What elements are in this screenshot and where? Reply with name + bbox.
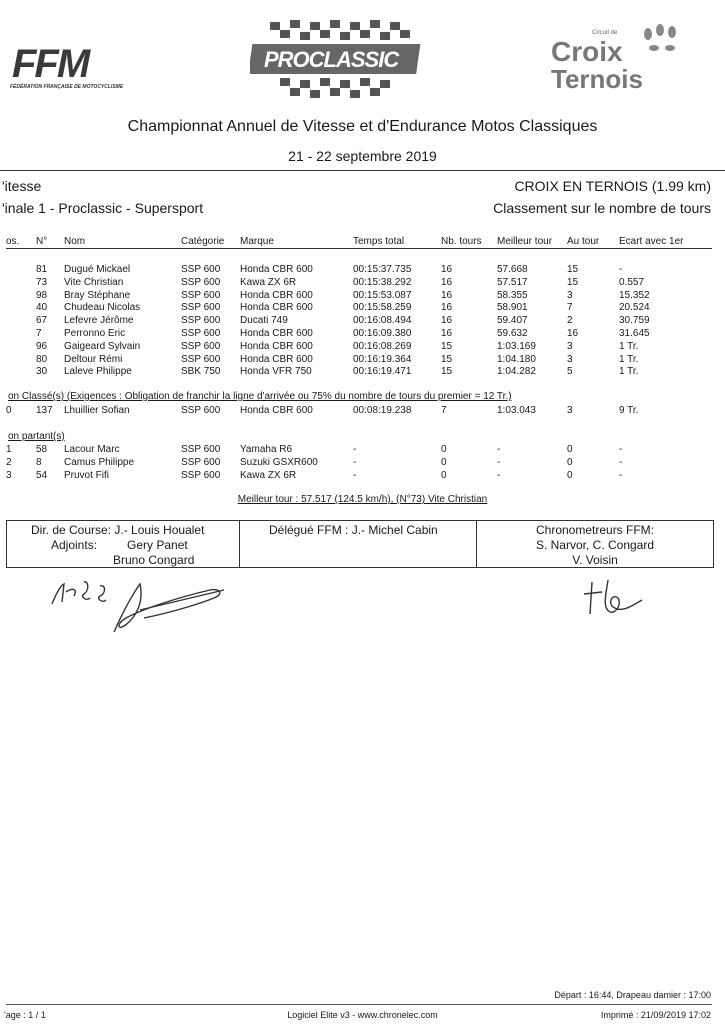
cell-gap: - [619, 264, 623, 275]
non-starters-heading: on partant(s) [8, 431, 65, 442]
race-category: 'itesse [2, 178, 42, 194]
director-signature [44, 574, 254, 636]
col-header-laps: Nb. tours [441, 236, 482, 247]
cell-brand: Honda CBR 600 [240, 264, 313, 275]
cell-laps: 7 [441, 405, 447, 416]
cell-category: SBK 750 [181, 366, 221, 378]
cell-category: SSP 600 [181, 328, 221, 339]
cell-pos: 2 [6, 456, 12, 468]
cell-name: Deltour Rémi [64, 353, 123, 365]
cell-brand: Yamaha R6 [240, 444, 293, 455]
cell-best-lap: - [497, 456, 501, 468]
cell-num: 67 [36, 315, 48, 327]
officials-divider-1 [239, 521, 240, 567]
cell-num: 54 [36, 469, 48, 481]
cell-num: 73 [36, 276, 48, 288]
cell-category: SSP 600 [181, 289, 221, 301]
cell-laps: 0 [441, 456, 447, 468]
cell-category: SSP 600 [181, 353, 221, 365]
cell-gap: 9 Tr. [619, 405, 639, 416]
cell-gap: 1 Tr. [619, 353, 639, 365]
cell-laps: 16 [441, 276, 453, 288]
cell-name: Lacour Marc [64, 444, 120, 455]
cell-gap: 0.557 [619, 276, 645, 288]
cell-laps: 0 [441, 469, 447, 481]
cell-num: 40 [36, 302, 48, 314]
cell-category: SSP 600 [181, 456, 221, 468]
cell-laps: 15 [441, 353, 453, 365]
cell-total-time: 00:16:09.380 [353, 328, 412, 339]
cell-name: Laleve Philippe [64, 366, 132, 378]
flower-icon [640, 24, 684, 60]
cell-at-lap: 0 [567, 456, 573, 468]
ranking-type: Classement sur le nombre de tours [493, 200, 711, 216]
cell-brand: Honda CBR 600 [240, 328, 313, 339]
cell-best-lap: 58.355 [497, 289, 528, 301]
cell-at-lap: 2 [567, 315, 573, 327]
cell-category: SSP 600 [181, 405, 221, 416]
cell-best-lap: 57.517 [497, 276, 528, 288]
cell-laps: 16 [441, 264, 453, 275]
cell-pos: 0 [6, 405, 12, 416]
col-header-name: Nom [64, 236, 86, 247]
cell-total-time: 00:16:08.494 [353, 315, 412, 327]
cell-total-time: 00:15:58.259 [353, 302, 412, 314]
cell-gap: 1 Tr. [619, 340, 639, 352]
col-header-num: N° [36, 236, 48, 247]
cell-laps: 15 [441, 366, 453, 378]
cell-brand: Kawa ZX 6R [240, 469, 297, 481]
cell-brand: Honda CBR 600 [240, 353, 313, 365]
cell-num: 137 [36, 405, 53, 416]
cell-at-lap: 15 [567, 276, 579, 288]
cell-num: 81 [36, 264, 48, 275]
cell-at-lap: 15 [567, 264, 579, 275]
cell-best-lap: - [497, 469, 501, 481]
page-title: Championnat Annuel de Vitesse et d'Endurance Motos Classiques [127, 118, 598, 135]
cell-total-time: - [353, 456, 357, 468]
cell-name: Vite Christian [64, 276, 124, 288]
cell-at-lap: 3 [567, 353, 573, 365]
col-header-total-time: Temps total [353, 236, 405, 247]
page-number: 'age : 1 / 1 [4, 1010, 46, 1020]
header-divider [0, 170, 725, 171]
cell-brand: Kawa ZX 6R [240, 276, 297, 288]
cell-gap: - [619, 456, 623, 468]
cell-total-time: 00:08:19.238 [353, 405, 412, 416]
cell-at-lap: 3 [567, 289, 573, 301]
cell-best-lap: 1:03.043 [497, 405, 536, 416]
cell-category: SSP 600 [181, 469, 221, 481]
cell-laps: 16 [441, 328, 453, 339]
col-header-gap: Ecart avec 1er [619, 236, 684, 247]
cell-brand: Honda CBR 600 [240, 405, 313, 416]
cell-name: Lhuillier Sofian [64, 405, 130, 416]
cell-name: Bray Stéphane [64, 289, 131, 301]
printed-timestamp: Imprimé : 21/09/2019 17:02 [600, 1010, 711, 1020]
cell-brand: Honda VFR 750 [240, 366, 312, 378]
timekeepers-title: Chronometreurs FFM: [535, 523, 655, 537]
timekeepers-names-2: V. Voisin [572, 553, 618, 567]
officials-box [6, 520, 714, 568]
ffm-delegate: Délégué FFM : J.- Michel Cabin [269, 523, 438, 537]
event-dates: 21 - 22 septembre 2019 [288, 148, 437, 164]
ffm-logo-text: FFM [12, 42, 89, 86]
cell-category: SSP 600 [181, 315, 221, 327]
cell-num: 8 [36, 456, 42, 468]
cell-brand: Suzuki GSXR600 [240, 456, 318, 468]
cell-total-time: - [353, 469, 357, 481]
cell-category: SSP 600 [181, 302, 221, 314]
cell-best-lap: 59.632 [497, 328, 528, 339]
cell-gap: 31.645 [619, 328, 650, 339]
cell-at-lap: 3 [567, 340, 573, 352]
cell-best-lap: 1:04.180 [497, 353, 536, 365]
cell-brand: Ducati 749 [240, 315, 288, 327]
cell-best-lap: 1:04.282 [497, 366, 536, 378]
cell-laps: 16 [441, 289, 453, 301]
cell-laps: 16 [441, 302, 453, 314]
cell-total-time: 00:16:08.269 [353, 340, 412, 352]
proclassic-logo-text: PROCLASSIC [264, 47, 399, 72]
column-header-underline [6, 248, 712, 249]
cell-brand: Honda CBR 600 [240, 289, 313, 301]
cell-name: Lefevre Jérôme [64, 315, 134, 327]
cell-total-time: 00:15:37.735 [353, 264, 412, 275]
ffm-logo [8, 42, 158, 94]
cell-gap: 15.352 [619, 289, 650, 301]
cell-num: 98 [36, 289, 48, 301]
croix-logo-word1: Croix [551, 36, 623, 67]
cell-best-lap: 57.668 [497, 264, 528, 275]
cell-at-lap: 5 [567, 366, 573, 378]
timekeeper-signature [572, 574, 672, 620]
col-header-category: Catégorie [181, 236, 225, 247]
footer-divider [6, 1004, 712, 1005]
croix-ternois-logo [546, 24, 686, 94]
software-credit: Logiciel Elite v3 - www.chronelec.com [287, 1010, 438, 1020]
croix-logo-word2: Ternois [551, 64, 643, 94]
cell-num: 30 [36, 366, 48, 378]
cell-total-time: 00:16:19.364 [353, 353, 412, 365]
cell-total-time: 00:15:53.087 [353, 289, 412, 301]
cell-gap: - [619, 469, 623, 481]
cell-best-lap: 59.407 [497, 315, 528, 327]
adjoint-1: Gery Panet [127, 538, 188, 552]
cell-laps: 0 [441, 444, 447, 455]
cell-category: SSP 600 [181, 340, 221, 352]
col-header-brand: Marque [240, 236, 274, 247]
col-header-pos: os. [6, 236, 20, 247]
race-name: 'inale 1 - Proclassic - Supersport [2, 200, 204, 216]
circuit-name: CROIX EN TERNOIS (1.99 km) [514, 178, 711, 194]
cell-name: Dugué Mickael [64, 264, 131, 275]
cell-at-lap: 16 [567, 328, 579, 339]
croix-logo-small-text: Circuit de [592, 30, 618, 36]
cell-name: Chudeau Nicolas [64, 302, 141, 314]
col-header-best-lap: Meilleur tour [497, 236, 553, 247]
cell-num: 7 [36, 328, 42, 339]
cell-category: SSP 600 [181, 276, 221, 288]
cell-pos: 1 [6, 444, 12, 455]
ffm-logo-subtitle: FÉDÉRATION FRANÇAISE DE MOTOCYCLISME [10, 84, 124, 90]
cell-laps: 16 [441, 315, 453, 327]
timekeepers-names-1: S. Narvor, C. Congard [535, 538, 655, 552]
race-director: Dir. de Course: J.- Louis Houalet [31, 523, 205, 537]
adjoints-label: Adjoints: [51, 538, 98, 552]
proclassic-logo [250, 18, 430, 100]
cell-name: Gaigeard Sylvain [64, 340, 141, 352]
cell-brand: Honda CBR 600 [240, 340, 313, 352]
cell-num: 96 [36, 340, 48, 352]
cell-at-lap: 7 [567, 302, 573, 314]
col-header-at-lap: Au tour [567, 236, 600, 247]
cell-gap: - [619, 444, 623, 455]
cell-gap: 20.524 [619, 302, 650, 314]
cell-num: 80 [36, 353, 48, 365]
cell-name: Perronno Eric [64, 328, 126, 339]
adjoint-2: Bruno Congard [113, 553, 195, 567]
cell-total-time: 00:15:38.292 [353, 276, 412, 288]
cell-total-time: - [353, 444, 357, 455]
cell-num: 58 [36, 444, 48, 455]
cell-best-lap: 58.901 [497, 302, 528, 314]
cell-best-lap: - [497, 444, 501, 455]
non-classified-heading: on Classé(s) (Exigences : Obligation de franchir la ligne d'arrivée ou 75% du nombre de tours du premier = 12 Tr.) [8, 391, 512, 402]
cell-gap: 1 Tr. [619, 366, 639, 378]
cell-category: SSP 600 [181, 264, 221, 275]
cell-laps: 15 [441, 340, 453, 352]
cell-name: Pruvot Fifi [64, 469, 110, 481]
start-info: Départ : 16:44, Drapeau damier : 17:00 [554, 990, 711, 1000]
cell-brand: Honda CBR 600 [240, 302, 313, 314]
cell-pos: 3 [6, 469, 12, 481]
cell-name: Camus Philippe [64, 456, 135, 468]
cell-best-lap: 1:03.169 [497, 340, 536, 352]
cell-gap: 30.759 [619, 315, 650, 327]
cell-at-lap: 3 [567, 405, 573, 416]
cell-at-lap: 0 [567, 469, 573, 481]
cell-at-lap: 0 [567, 444, 573, 455]
cell-category: SSP 600 [181, 444, 221, 455]
cell-total-time: 00:16:19.471 [353, 366, 412, 378]
best-lap-summary: Meilleur tour : 57.517 (124.5 km/h), (N°73) Vite Christian [237, 494, 488, 505]
